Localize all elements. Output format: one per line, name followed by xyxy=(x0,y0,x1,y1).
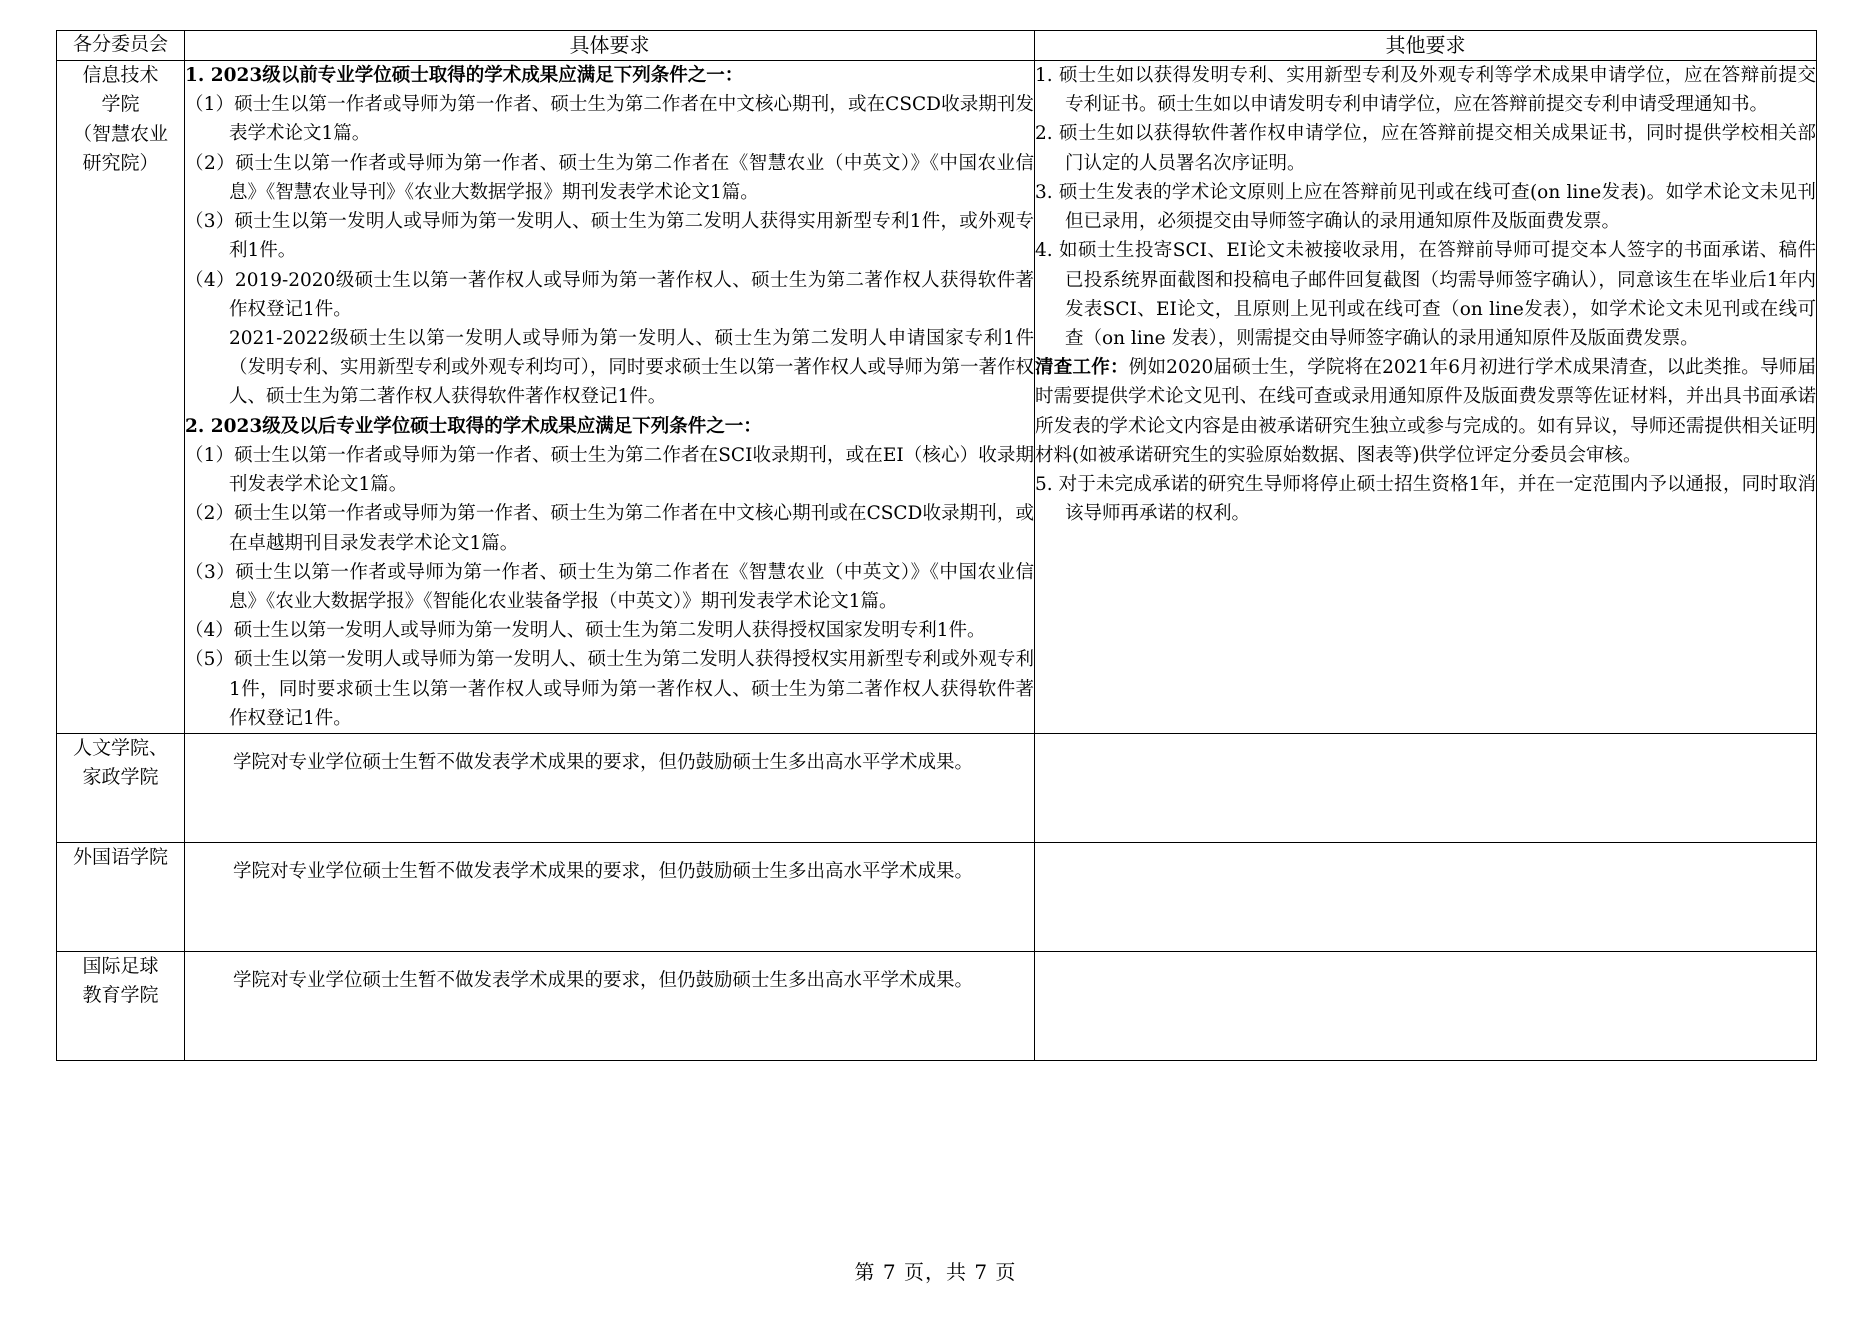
cell-department-name xyxy=(57,734,185,843)
requirement-heading-post2023: 2. 2023级及以后专业学位硕士取得的学术成果应满足下列条件之一： xyxy=(185,415,762,437)
column-header-committee: 各分委员会 xyxy=(57,31,185,61)
other-requirement-text xyxy=(1045,857,1806,937)
requirement-item: （3）硕士生以第一作者或导师为第一作者、硕士生为第二作者在《智慧农业（中英文）》《中国农业信息》《农业大数据学报》《智能化农业装备学报（中英文）》期刊发表学术论文1篇。 xyxy=(185,561,1034,612)
cell-other-requirements xyxy=(1035,843,1817,952)
cell-other-requirements xyxy=(1035,952,1817,1061)
cell-specific-requirements xyxy=(185,734,1035,843)
other-requirement-item: 3. 硕士生发表的学术论文原则上应在答辩前见刊或在线可查(on line发表)。如学术论文未见刊但已录用，必须提交由导师签字确认的录用通知原件及版面费发票。 xyxy=(1035,181,1816,233)
requirements-table xyxy=(56,30,1817,1061)
other-requirement-text xyxy=(1045,748,1806,828)
department-line: 外国语学院 xyxy=(72,846,168,869)
other-requirement-item: 4. 如硕士生投寄SCI、EI论文未被接收录用，在答辩前导师可提交本人签字的书面承诺、稿件已投系统界面截图和投稿电子邮件回复截图（均需导师签字确认），同意该生在毕业后1年内发表SCI、EI论文，且原则上见刊或在线可查（on line发表），如学术论文未见刊或在线可查（on line 发表），则需提交由导师签字确认的录用通知原件及版面费发票。 xyxy=(1035,240,1816,349)
table-row xyxy=(57,734,1817,843)
requirement-item: （4）2019-2020级硕士生以第一著作权人或导师为第一著作权人、硕士生为第二著作权人获得软件著作权登记1件。 xyxy=(185,269,1034,320)
department-line: 国际足球 xyxy=(82,955,159,978)
cell-department-name xyxy=(57,61,185,734)
requirement-text: 学院对专业学位硕士生暂不做发表学术成果的要求，但仍鼓励硕士生多出高水平学术成果。 xyxy=(233,752,974,774)
department-line: （智慧农业 xyxy=(72,122,168,145)
other-requirement-item: 1. 硕士生如以获得发明专利、实用新型专利及外观专利等学术成果申请学位，应在答辩前提交专利证书。硕士生如以申请发明专利申请学位，应在答辩前提交专利申请受理通知书。 xyxy=(1035,65,1816,116)
department-line: 人文学院、 xyxy=(72,737,168,760)
requirement-text: 学院对专业学位硕士生暂不做发表学术成果的要求，但仍鼓励硕士生多出高水平学术成果。 xyxy=(233,861,974,883)
requirement-item: （1）硕士生以第一作者或导师为第一作者、硕士生为第二作者在SCI收录期刊，或在EI（核心）收录期刊发表学术论文1篇。 xyxy=(185,444,1034,496)
requirement-item: （2）硕士生以第一作者或导师为第一作者、硕士生为第二作者在《智慧农业（中英文）》《中国农业信息》《智慧农业导刊》《农业大数据学报》期刊发表学术论文1篇。 xyxy=(185,152,1034,203)
inspection-work-label: 清查工作： xyxy=(1035,357,1129,379)
inspection-work-paragraph xyxy=(1035,353,1816,470)
requirement-item: （4）硕士生以第一发明人或导师为第一发明人、硕士生为第二发明人获得授权国家发明专利1件。 xyxy=(185,620,986,642)
requirement-heading-pre2023: 1. 2023级以前专业学位硕士取得的学术成果应满足下列条件之一： xyxy=(185,65,744,86)
cell-department-name xyxy=(57,952,185,1061)
table-row xyxy=(57,61,1817,734)
column-header-specific: 具体要求 xyxy=(185,31,1035,61)
other-requirement-item: 2. 硕士生如以获得软件著作权申请学位，应在答辩前提交相关成果证书，同时提供学校相关部门认定的人员署名次序证明。 xyxy=(1035,123,1816,174)
requirement-item-continued: 2021-2022级硕士生以第一发明人或导师为第一发明人、硕士生为第二发明人申请国家专利1件（发明专利、实用新型专利或外观专利均可），同时要求硕士生以第一著作权人或导师为第一著作权人、硕士生为第二著作权人获得软件著作权登记1件。 xyxy=(229,327,1034,408)
department-line: 信息技术 xyxy=(82,64,159,86)
table-body xyxy=(57,61,1817,1061)
requirement-item: （5）硕士生以第一发明人或导师为第一发明人、硕士生为第二发明人获得授权实用新型专利或外观专利1件，同时要求硕士生以第一著作权人或导师为第一著作权人、硕士生为第二著作权人获得软件著作权登记1件。 xyxy=(185,649,1034,729)
requirement-item: （3）硕士生以第一发明人或导师为第一发明人、硕士生为第二发明人获得实用新型专利1件，或外观专利1件。 xyxy=(185,211,1034,262)
table-row xyxy=(57,843,1817,952)
department-line: 教育学院 xyxy=(82,984,159,1007)
inspection-work-text: 例如2020届硕士生，学院将在2021年6月初进行学术成果清查，以此类推。导师届时需要提供学术论文见刊、在线可查或录用通知原件及版面费发票等佐证材料，并出具书面承诺所发表的学术论文内容是由被承诺研究生独立或参与完成的。如有异议，导师还需提供相关证明材料(如被承诺研究生的实验原始数据、图表等)供学位评定分委员会审核。 xyxy=(1035,357,1816,466)
department-line: 家政学院 xyxy=(82,766,159,789)
table-row xyxy=(57,952,1817,1061)
cell-other-requirements xyxy=(1035,61,1817,734)
page-footer: 第 7 页，共 7 页 xyxy=(854,1260,1017,1284)
requirement-item: （1）硕士生以第一作者或导师为第一作者、硕士生为第二作者在中文核心期刊，或在CSCD收录期刊发表学术论文1篇。 xyxy=(185,94,1034,145)
department-line: 学院 xyxy=(101,93,140,116)
cell-department-name xyxy=(57,843,185,952)
department-line: 研究院） xyxy=(82,152,159,175)
cell-specific-requirements xyxy=(185,61,1035,734)
other-requirement-text xyxy=(1045,966,1806,1046)
other-requirement-item: 5. 对于未完成承诺的研究生导师将停止硕士招生资格1年，并在一定范围内予以通报，同时取消该导师再承诺的权利。 xyxy=(1035,474,1816,525)
cell-other-requirements xyxy=(1035,734,1817,843)
cell-specific-requirements xyxy=(185,952,1035,1061)
table-header xyxy=(57,31,1817,61)
requirement-text: 学院对专业学位硕士生暂不做发表学术成果的要求，但仍鼓励硕士生多出高水平学术成果。 xyxy=(233,970,974,992)
cell-specific-requirements xyxy=(185,843,1035,952)
column-header-other: 其他要求 xyxy=(1035,31,1817,61)
table-header-row xyxy=(57,31,1817,61)
requirement-item: （2）硕士生以第一作者或导师为第一作者、硕士生为第二作者在中文核心期刊或在CSCD收录期刊，或在卓越期刊目录发表学术论文1篇。 xyxy=(185,503,1034,554)
